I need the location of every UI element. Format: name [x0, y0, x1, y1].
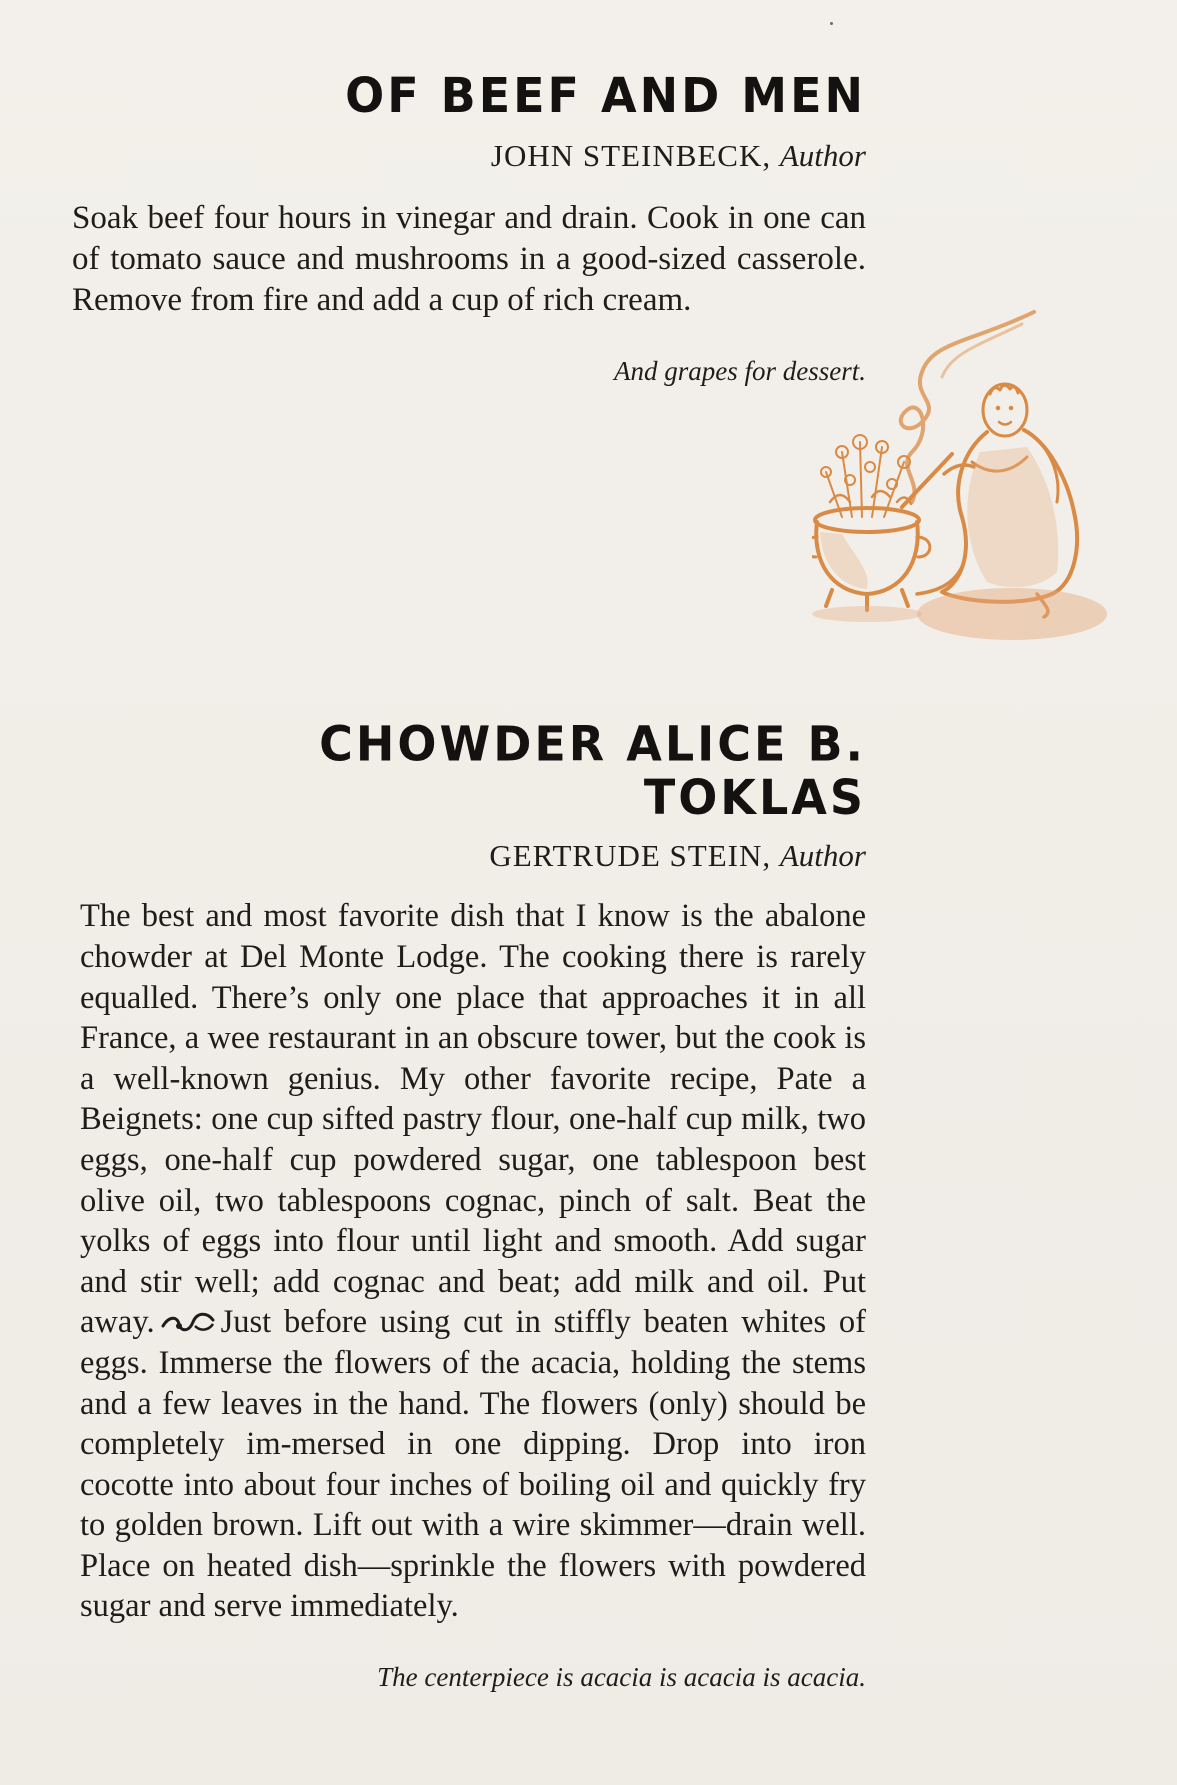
recipe-body-part1: The best and most favorite dish that I know is the abalone chowder at Del Monte Lodge. The cooking there is rarely equalled. There’s only one place that approaches it in all France, a wee restaurant in an obscure tower, but the cook is a well-known genius. My other favorite recipe, Pate a Beignets: one cup sifted pastry flour, one-half cup milk, two eggs, one-half cup powdered sugar, one tablespoon best olive oil, two tablespoons cognac, pinch of salt. Beat the yolks of eggs into flour until light and smooth. Add sugar and stir well; add cognac and beat; add milk and oil. Put away. — [80, 898, 866, 1341]
recipe-body — [80, 896, 866, 1627]
recipe-title: CHOWDER ALICE B. TOKLAS — [319, 715, 866, 826]
recipe-signoff: The centerpiece is acacia is acacia is acacia. — [377, 1662, 866, 1693]
recipe-body: Soak beef four hours in vinegar and drain. Cook in one can of tomato sauce and mushrooms in a good-sized casserole. Remove from fire and add a cup of rich cream. — [72, 199, 866, 318]
recipe-byline — [80, 837, 866, 874]
paper-speck — [830, 22, 833, 25]
author-role: Author — [779, 137, 866, 173]
recipe-body-part2: Just before using cut in stiffly beaten whites of eggs. Immerse the flowers of the acacia, holding the stems and a few leaves in the hand. The flowers (only) should be completely im-mersed in one dipping. Drop into iron cocotte into about four inches of boiling oil and quickly fry to golden brown. Lift out with a wire skimmer—drain well. Place on heated dish—sprinkle the flowers with powdered sugar and serve immediately. — [80, 1304, 866, 1625]
author-name: GERTRUDE STEIN, — [489, 838, 772, 874]
recipe-title: OF BEEF AND MEN — [345, 66, 866, 124]
author-name: JOHN STEINBECK, — [490, 137, 772, 173]
author-role: Author — [779, 838, 866, 874]
recipe-of-beef-and-men — [72, 66, 866, 387]
recipe-signoff: And grapes for dessert. — [614, 355, 866, 386]
fleuron-icon — [159, 1308, 217, 1336]
recipe-chowder-alice-b-toklas — [80, 715, 866, 1693]
recipe-byline — [72, 137, 866, 174]
chef-stirring-pot-icon — [812, 302, 1122, 732]
